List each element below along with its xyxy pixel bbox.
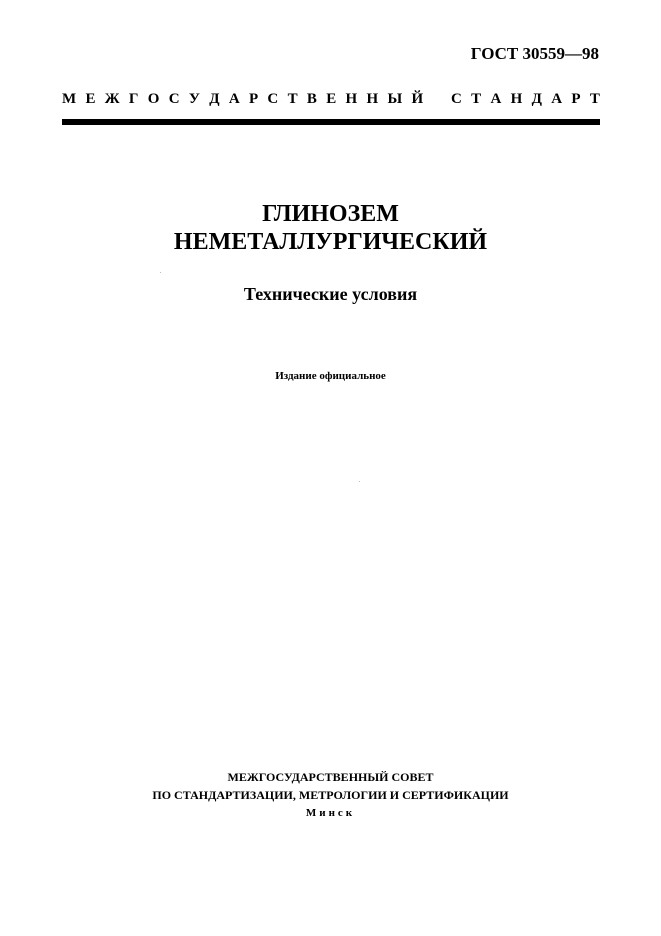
- banner-letter: Н: [510, 91, 523, 107]
- banner-letter: Т: [589, 91, 600, 107]
- banner-letter: С: [451, 91, 462, 107]
- banner-letter: Н: [345, 91, 358, 107]
- publisher-line-1: МЕЖГОСУДАРСТВЕННЫЙ СОВЕТ: [227, 770, 434, 784]
- banner-letter: Й: [411, 91, 424, 107]
- scan-speck: [359, 481, 360, 482]
- banner-letter: Г: [128, 91, 139, 107]
- banner-letter: С: [267, 91, 279, 107]
- edition-note: Издание официальное: [275, 370, 386, 382]
- document-subtitle: Технические условия: [243, 284, 418, 304]
- banner-letter: В: [306, 91, 317, 107]
- banner-letter: Т: [287, 91, 298, 107]
- publisher-city: Минск: [305, 807, 356, 819]
- banner-letter: С: [168, 91, 180, 107]
- banner-letter: Ж: [104, 91, 120, 107]
- banner-letter: М: [62, 91, 77, 107]
- banner-letter: Д: [531, 91, 542, 107]
- banner-letter: А: [228, 91, 240, 107]
- document-number: ГОСТ 30559—98: [470, 44, 599, 63]
- banner-letter: Е: [326, 91, 337, 107]
- banner-letter: Ы: [387, 91, 403, 107]
- publisher-line-2: ПО СТАНДАРТИЗАЦИИ, МЕТРОЛОГИИ И СЕРТИФИКАЦИИ: [152, 788, 509, 802]
- scan-speck: [160, 272, 161, 273]
- banner-letter: Т: [471, 91, 482, 107]
- banner-letter: О: [147, 91, 160, 107]
- banner-letter: Р: [571, 91, 581, 107]
- banner-letter: Д: [209, 91, 220, 107]
- banner-letter: У: [188, 91, 200, 107]
- banner-letter: Е: [85, 91, 96, 107]
- banner-letter: А: [490, 91, 502, 107]
- banner-letter: А: [551, 91, 563, 107]
- title-line-2: НЕМЕТАЛЛУРГИЧЕСКИЙ: [173, 229, 488, 255]
- document-title: [0, 200, 661, 256]
- publisher-block: [0, 768, 661, 822]
- banner-letter: Р: [248, 91, 259, 107]
- banner-letter: Н: [366, 91, 379, 107]
- standard-type-banner: [62, 91, 600, 108]
- header-rule: [62, 119, 600, 125]
- title-line-1: ГЛИНОЗЕМ: [262, 201, 399, 227]
